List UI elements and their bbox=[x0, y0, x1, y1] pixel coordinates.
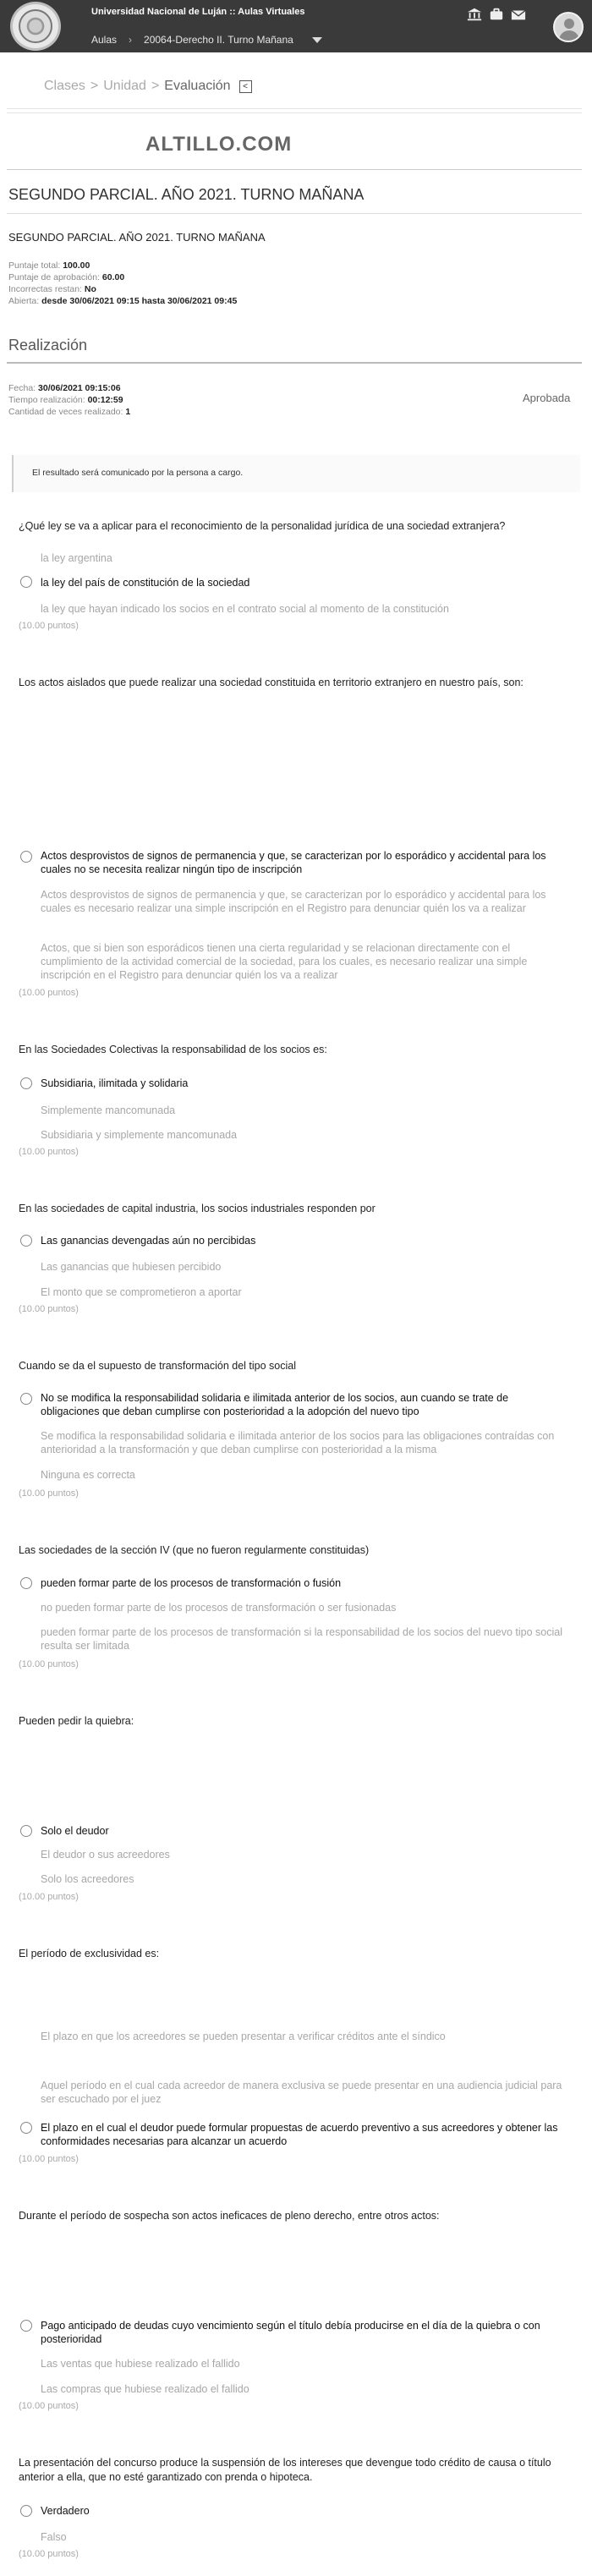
radio-button[interactable] bbox=[20, 1825, 32, 1837]
top-bar bbox=[0, 0, 592, 52]
answer-option: Las ganancias que hubiesen percibido bbox=[41, 1261, 222, 1273]
answer-option: Actos desprovistos de signos de permanencia y que, se caracterizan por lo esporádico y accidental para los cuales es necesario realizar una simple inscripción en el Registro para denunciar quién los va a realizar bbox=[41, 889, 546, 914]
points-label: (10.00 puntos) bbox=[19, 988, 79, 998]
radio-button[interactable] bbox=[20, 2505, 32, 2517]
answer-option: Se modifica la responsabilidad solidaria e ilimitada anterior de los socios para las obligaciones contraídas con anterioridad a la transformación y que deban cumplirse con posterioridad a la misma bbox=[41, 1430, 555, 1455]
answer-option-selected: No se modifica la responsabilidad solidaria e ilimitada anterior de los socios, aun cuando se trate de obligaciones que deban cumplirse con posterioridad a la adopción del nuevo tipo bbox=[41, 1392, 509, 1417]
points-label: (10.00 puntos) bbox=[19, 2154, 79, 2164]
page-title: SEGUNDO PARCIAL. AÑO 2021. TURNO MAÑANA bbox=[8, 186, 365, 203]
answer-option-selected: Pago anticipado de deudas cuyo vencimiento según el título debía producirse en el día de la quiebra o con posterioridad bbox=[41, 2320, 540, 2345]
section-title: Realización bbox=[8, 337, 88, 354]
answer-option: Subsidiaria y simplemente mancomunada bbox=[41, 1129, 238, 1141]
points-label: (10.00 puntos) bbox=[19, 1147, 79, 1157]
answer-option: la ley argentina bbox=[41, 552, 112, 564]
question-text: En las Sociedades Colectivas la responsabilidad de los socios es: bbox=[19, 1044, 327, 1055]
divider bbox=[7, 213, 582, 214]
breadcrumb-course[interactable]: 20064-Derecho II. Turno Mañana bbox=[144, 34, 293, 46]
chevron-down-icon[interactable] bbox=[312, 37, 322, 43]
abierta: Abierta: desde 30/06/2021 09:15 hasta 30/06/2021 09:45 bbox=[8, 296, 238, 306]
tiempo-realizacion: Tiempo realización: 00:12:59 bbox=[8, 395, 123, 405]
incorrectas-restan: Incorrectas restan: No bbox=[8, 284, 96, 294]
points-label: (10.00 puntos) bbox=[19, 1659, 79, 1669]
university-name: Universidad Nacional de Luján :: Aulas Virtuales bbox=[91, 7, 305, 17]
answer-option-selected: Las ganancias devengadas aún no percibidas bbox=[41, 1235, 256, 1247]
puntaje-total: Puntaje total: 100.00 bbox=[8, 260, 90, 271]
radio-button[interactable] bbox=[20, 1235, 32, 1247]
user-avatar[interactable] bbox=[553, 12, 584, 42]
points-label: (10.00 puntos) bbox=[19, 1304, 79, 1314]
answer-option: El deudor o sus acreedores bbox=[41, 1849, 170, 1861]
question-text: Los actos aislados que puede realizar una sociedad constituida en territorio extranjero en nuestro país, son: bbox=[19, 677, 523, 688]
divider bbox=[7, 169, 582, 170]
answer-option-selected: Actos desprovistos de signos de permanencia y que, se caracterizan por lo esporádico y accidental para los cuales no se necesita realizar ningún tipo de inscripción bbox=[41, 850, 546, 875]
answer-option: pueden formar parte de los procesos de transformación si la responsabilidad de los socios del nuevo tipo social resulta ser limitada bbox=[41, 1626, 563, 1652]
radio-button[interactable] bbox=[20, 1393, 32, 1405]
radio-button[interactable] bbox=[20, 576, 32, 588]
answer-option-selected: Solo el deudor bbox=[41, 1825, 109, 1837]
breadcrumb-aulas[interactable]: Aulas bbox=[91, 34, 118, 46]
exam-subtitle: SEGUNDO PARCIAL. AÑO 2021. TURNO MAÑANA bbox=[8, 231, 266, 244]
question-text: Cuando se da el supuesto de transformación del tipo social bbox=[19, 1360, 296, 1372]
answer-option: Actos, que si bien son esporádicos tienen una cierta regularidad y se relacionan directamente con el cumplimiento de la actividad comercial de la sociedad, para los cuales, es necesario realizar una simple inscripción en el Registro para denunciar quién los va a realizar bbox=[41, 942, 528, 981]
answer-option: Solo los acreedores bbox=[41, 1873, 134, 1885]
chevron-right-icon: › bbox=[129, 34, 133, 46]
answer-option: Ninguna es correcta bbox=[41, 1469, 135, 1481]
question-text: Las sociedades de la sección IV (que no fueron regularmente constituidas) bbox=[19, 1544, 370, 1556]
back-icon[interactable]: < bbox=[239, 80, 252, 93]
briefcase-icon[interactable] bbox=[489, 7, 504, 22]
answer-option-selected: pueden formar parte de los procesos de transformación o fusión bbox=[41, 1577, 342, 1589]
answer-option: Aquel período en el cual cada acreedor de manera exclusiva se puede presentar en una audiencia judicial para ser escuchado por el juez bbox=[41, 2080, 562, 2105]
answer-option: Las compras que hubiese realizado el fallido bbox=[41, 2383, 249, 2395]
question-text: El período de exclusividad es: bbox=[19, 1948, 160, 1959]
radio-button[interactable] bbox=[20, 1577, 32, 1589]
subnav-evaluacion: Evaluación bbox=[164, 79, 231, 93]
divider bbox=[7, 112, 582, 113]
watermark-logo: ALTILLO.COM bbox=[145, 133, 293, 156]
answer-option: Falso bbox=[41, 2531, 67, 2543]
question-text: Pueden pedir la quiebra: bbox=[19, 1715, 134, 1727]
radio-button[interactable] bbox=[20, 1077, 32, 1089]
puntaje-aprobacion: Puntaje de aprobación: 60.00 bbox=[8, 272, 125, 282]
points-label: (10.00 puntos) bbox=[19, 621, 79, 631]
radio-button[interactable] bbox=[20, 2320, 32, 2332]
answer-option: Simplemente mancomunada bbox=[41, 1104, 176, 1116]
question-text: Durante el período de sospecha son actos ineficaces de pleno derecho, entre otros actos: bbox=[19, 2210, 440, 2222]
subnav-unidad[interactable]: Unidad bbox=[103, 79, 146, 93]
answer-option-selected: la ley del país de constitución de la sociedad bbox=[41, 577, 250, 589]
notice-text: El resultado será comunicado por la persona a cargo. bbox=[32, 468, 244, 478]
breadcrumb bbox=[91, 34, 322, 46]
answer-option-selected: Verdadero bbox=[41, 2505, 90, 2517]
question-text: En las sociedades de capital industria, los socios industriales responden por bbox=[19, 1203, 375, 1214]
cantidad-veces: Cantidad de veces realizado: 1 bbox=[8, 407, 131, 417]
university-seal-logo[interactable] bbox=[10, 2, 61, 51]
points-label: (10.00 puntos) bbox=[19, 2549, 79, 2559]
answer-option: la ley que hayan indicado los socios en el contrato social al momento de la constitución bbox=[41, 603, 449, 615]
status-badge: Aprobada bbox=[523, 392, 571, 404]
radio-button[interactable] bbox=[20, 851, 32, 863]
radio-button[interactable] bbox=[20, 2122, 32, 2134]
section-breadcrumb: Clases > Unidad > Evaluación < bbox=[44, 79, 252, 94]
top-icons bbox=[467, 7, 526, 22]
answer-option-selected: Subsidiaria, ilimitada y solidaria bbox=[41, 1077, 189, 1089]
mail-icon[interactable] bbox=[511, 7, 526, 22]
fecha: Fecha: 30/06/2021 09:15:06 bbox=[8, 383, 121, 393]
answer-option: El monto que se comprometieron a aportar bbox=[41, 1286, 242, 1298]
result-notice bbox=[12, 455, 580, 492]
question-text: La presentación del concurso produce la suspensión de los intereses que devengue todo crédito de causa o título anterior a ella, que no esté garantizado con prenda o hipoteca. bbox=[19, 2457, 551, 2483]
points-label: (10.00 puntos) bbox=[19, 1892, 79, 1902]
points-label: (10.00 puntos) bbox=[19, 2401, 79, 2411]
answer-option: El plazo en que los acreedores se pueden presentar a verificar créditos ante el síndico bbox=[41, 2031, 446, 2042]
bank-icon[interactable] bbox=[467, 7, 482, 22]
divider bbox=[7, 362, 582, 364]
answer-option-selected: El plazo en el cual el deudor puede formular propuestas de acuerdo preventivo a sus acreedores y obtener las conformidades necesarias para alcanzar un acuerdo bbox=[41, 2122, 558, 2147]
question-text: ¿Qué ley se va a aplicar para el reconocimiento de la personalidad jurídica de una sociedad extranjera? bbox=[19, 520, 506, 532]
answer-option: Las ventas que hubiese realizado el fallido bbox=[41, 2358, 240, 2370]
divider bbox=[7, 108, 582, 109]
answer-option: no pueden formar parte de los procesos de transformación o ser fusionadas bbox=[41, 1602, 397, 1614]
points-label: (10.00 puntos) bbox=[19, 1488, 79, 1499]
subnav-clases[interactable]: Clases bbox=[44, 79, 85, 93]
